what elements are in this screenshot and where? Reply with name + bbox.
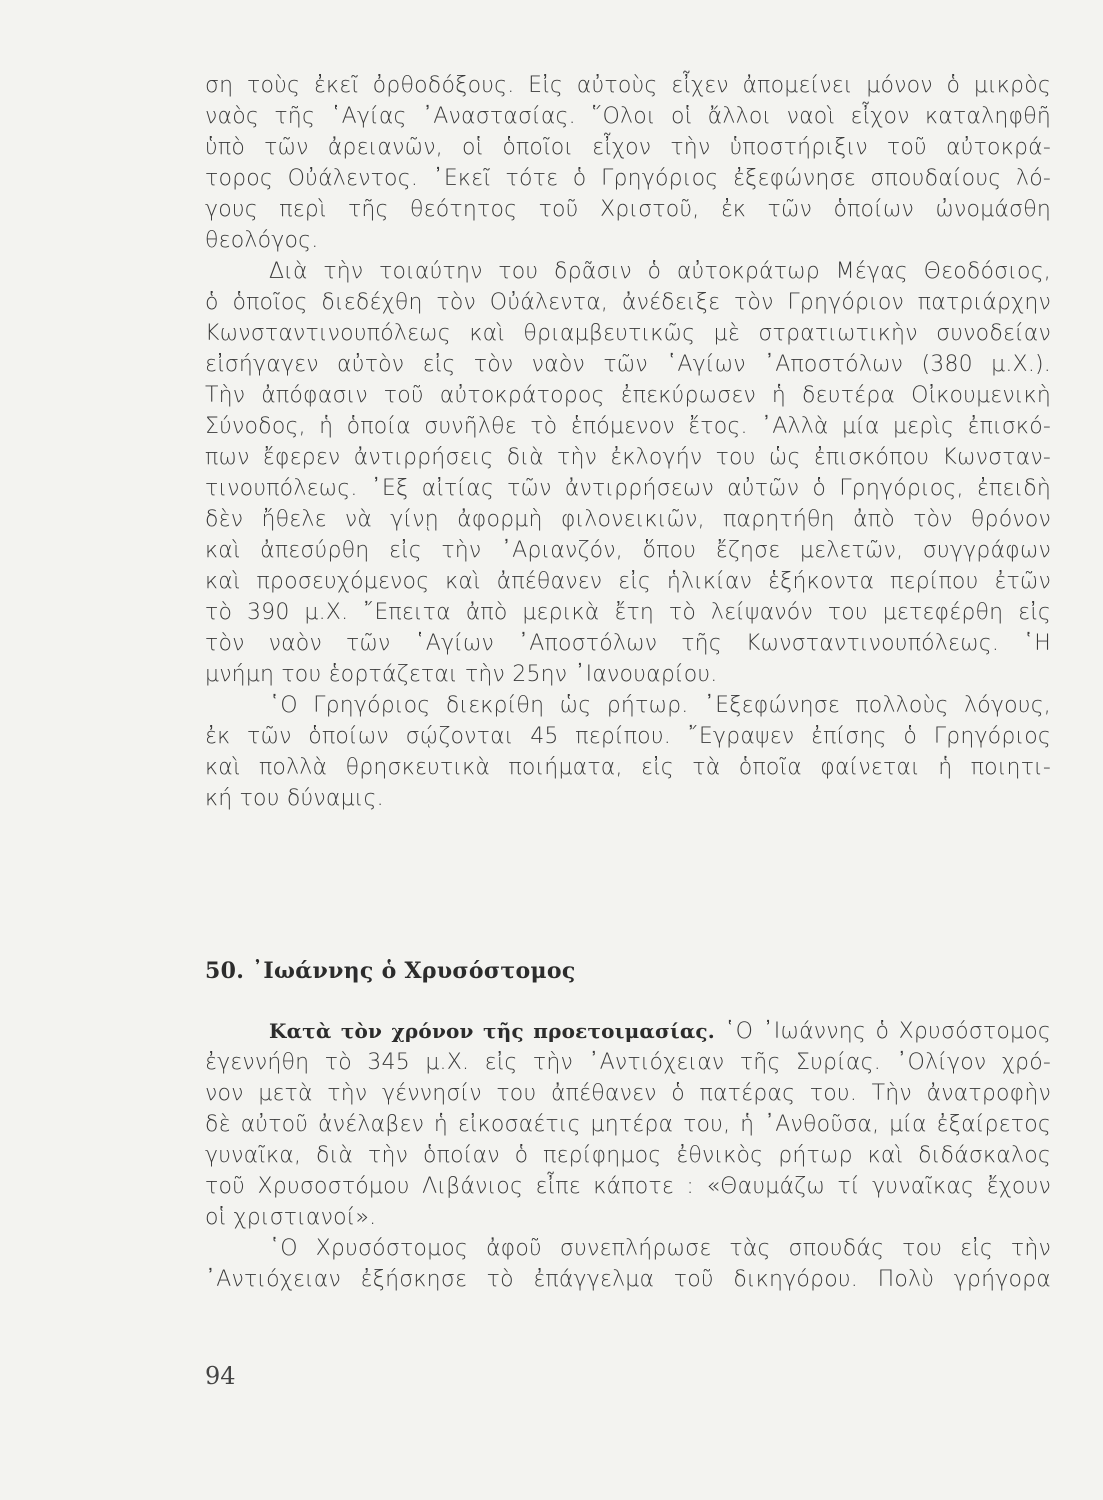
text-line: θεολόγος. bbox=[205, 228, 319, 253]
text-line: τινουπόλεως. ᾿Εξ αἰτίας τῶν ἀντιρρήσεων αὐτῶν ὁ Γρηγόριος, ἐπειδὴ bbox=[205, 476, 1051, 501]
text-line: δὲν ἤθελε νὰ γίνῃ ἀφορμὴ φιλονεικιῶν, παρητήθη ἀπὸ τὸν θρόνον bbox=[205, 507, 1051, 532]
text-line: ῾Ο Γρηγόριος διεκρίθη ὡς ρήτωρ. ᾿Εξεφώνησε πολλοὺς λόγους, bbox=[269, 693, 1051, 718]
text-line: ἐκ τῶν ὁποίων σῴζονται 45 περίπου. ῎Εγραψεν ἐπίσης ὁ Γρηγόριος bbox=[205, 724, 1051, 749]
text-line: ση τοὺς ἐκεῖ ὀρθοδόξους. Εἰς αὐτοὺς εἶχεν ἀπομείνει μόνον ὁ μικρὸς bbox=[205, 73, 1051, 98]
text-line: νον μετὰ τὴν γέννησίν του ἀπέθανεν ὁ πατέρας του. Τὴν ἀνατροφὴν bbox=[205, 1081, 1051, 1106]
paragraph-5 bbox=[205, 1233, 1051, 1295]
text-line: γους περὶ τῆς θεότητος τοῦ Χριστοῦ, ἐκ τῶν ὁποίων ὠνομάσθη bbox=[205, 197, 1051, 222]
text-line: Διὰ τὴν τοιαύτην του δρᾶσιν ὁ αὐτοκράτωρ Μέγας Θεοδόσιος, bbox=[269, 259, 1051, 284]
text-line: ᾿Αντιόχειαν ἐξήσκησε τὸ ἐπάγγελμα τοῦ δικηγόρου. Πολὺ γρήγορα bbox=[205, 1267, 1051, 1292]
paragraph-1 bbox=[205, 70, 1051, 256]
text-line: καὶ πολλὰ θρησκευτικὰ ποιήματα, εἰς τὰ ὁποῖα φαίνεται ἡ ποιητι- bbox=[205, 755, 1051, 780]
section-heading: 50. ᾿Ιωάννης ὁ Χρυσόστομος bbox=[205, 958, 576, 984]
lead-bold-phrase: Κατὰ τὸν χρόνον τῆς προετοιμασίας. bbox=[269, 1019, 715, 1043]
text-line: τοῦ Χρυσοστόμου Λιβάνιος εἶπε κάποτε : «Θαυμάζω τί γυναῖκας ἔχουν bbox=[205, 1174, 1051, 1199]
text-line: Κωνσταντινουπόλεως καὶ θριαμβευτικῶς μὲ στρατιωτικὴν συνοδείαν bbox=[205, 321, 1051, 346]
page-number: 94 bbox=[205, 1362, 236, 1390]
text-line: τὸν ναὸν τῶν ῾Αγίων ᾿Αποστόλων τῆς Κωνσταντινουπόλεως. ῾Η bbox=[205, 631, 1051, 656]
section-1-text bbox=[205, 70, 1051, 814]
text-line: ὁ ὁποῖος διεδέχθη τὸν Οὐάλεντα, ἀνέδειξε τὸν Γρηγόριον πατριάρχην bbox=[205, 290, 1051, 315]
text-line: ὑπὸ τῶν ἀρειανῶν, οἱ ὁποῖοι εἶχον τὴν ὑποστήριξιν τοῦ αὐτοκρά- bbox=[205, 135, 1051, 160]
text-line: καὶ προσευχόμενος καὶ ἀπέθανεν εἰς ἡλικίαν ἑξήκοντα περίπου ἐτῶν bbox=[205, 569, 1051, 594]
section-2-text bbox=[205, 1016, 1051, 1295]
text-line: κή του δύναμις. bbox=[205, 786, 384, 811]
paragraph-3 bbox=[205, 690, 1051, 814]
text-line: τὸ 390 μ.Χ. ῎Επειτα ἀπὸ μερικὰ ἔτη τὸ λείψανόν του μετεφέρθη εἰς bbox=[205, 600, 1051, 625]
text-line: ἐγεννήθη τὸ 345 μ.Χ. εἰς τὴν ᾿Αντιόχειαν τῆς Συρίας. ᾿Ολίγον χρό- bbox=[205, 1050, 1051, 1075]
text-line: Σύνοδος, ἡ ὁποία συνῆλθε τὸ ἑπόμενον ἔτος. ᾿Αλλὰ μία μερὶς ἐπισκό- bbox=[205, 414, 1051, 439]
lead-line-rest: ῾Ο ᾿Ιωάννης ὁ Χρυσόστομος bbox=[714, 1019, 1051, 1044]
text-line: δὲ αὐτοῦ ἀνέλαβεν ἡ εἰκοσαέτις μητέρα του, ἡ ᾿Ανθοῦσα, μία ἐξαίρετος bbox=[205, 1112, 1051, 1137]
text-line: καὶ ἀπεσύρθη εἰς τὴν ᾿Αριανζόν, ὅπου ἔζησε μελετῶν, συγγράφων bbox=[205, 538, 1051, 563]
text-line: ῾Ο Χρυσόστομος ἀφοῦ συνεπλήρωσε τὰς σπουδάς του εἰς τὴν bbox=[269, 1236, 1051, 1261]
text-line bbox=[205, 1016, 1051, 1047]
text-line: γυναῖκα, διὰ τὴν ὁποίαν ὁ περίφημος ἐθνικὸς ρήτωρ καὶ διδάσκαλος bbox=[205, 1143, 1051, 1168]
text-line: ναὸς τῆς ῾Αγίας ᾿Αναστασίας. ῞Ολοι οἱ ἄλλοι ναοὶ εἶχον καταληφθῆ bbox=[205, 104, 1051, 129]
paragraph-2 bbox=[205, 256, 1051, 690]
text-line: Τὴν ἀπόφασιν τοῦ αὐτοκράτορος ἐπεκύρωσεν ἡ δευτέρα Οἰκουμενικὴ bbox=[205, 383, 1051, 408]
text-line: οἱ χριστιανοί». bbox=[205, 1205, 377, 1230]
paragraph-4 bbox=[205, 1016, 1051, 1233]
text-line: εἰσήγαγεν αὐτὸν εἰς τὸν ναὸν τῶν ῾Αγίων ᾿Αποστόλων (380 μ.Χ.). bbox=[205, 352, 1051, 377]
text-line: πων ἔφερεν ἀντιρρήσεις διὰ τὴν ἐκλογήν του ὡς ἐπισκόπου Κωνσταν- bbox=[205, 445, 1051, 470]
text-line: μνήμη του ἑορτάζεται τὴν 25ην ᾿Ιανουαρίου. bbox=[205, 662, 718, 687]
text-line: τορος Οὐάλεντος. ᾿Εκεῖ τότε ὁ Γρηγόριος ἐξεφώνησε σπουδαίους λό- bbox=[205, 166, 1051, 191]
